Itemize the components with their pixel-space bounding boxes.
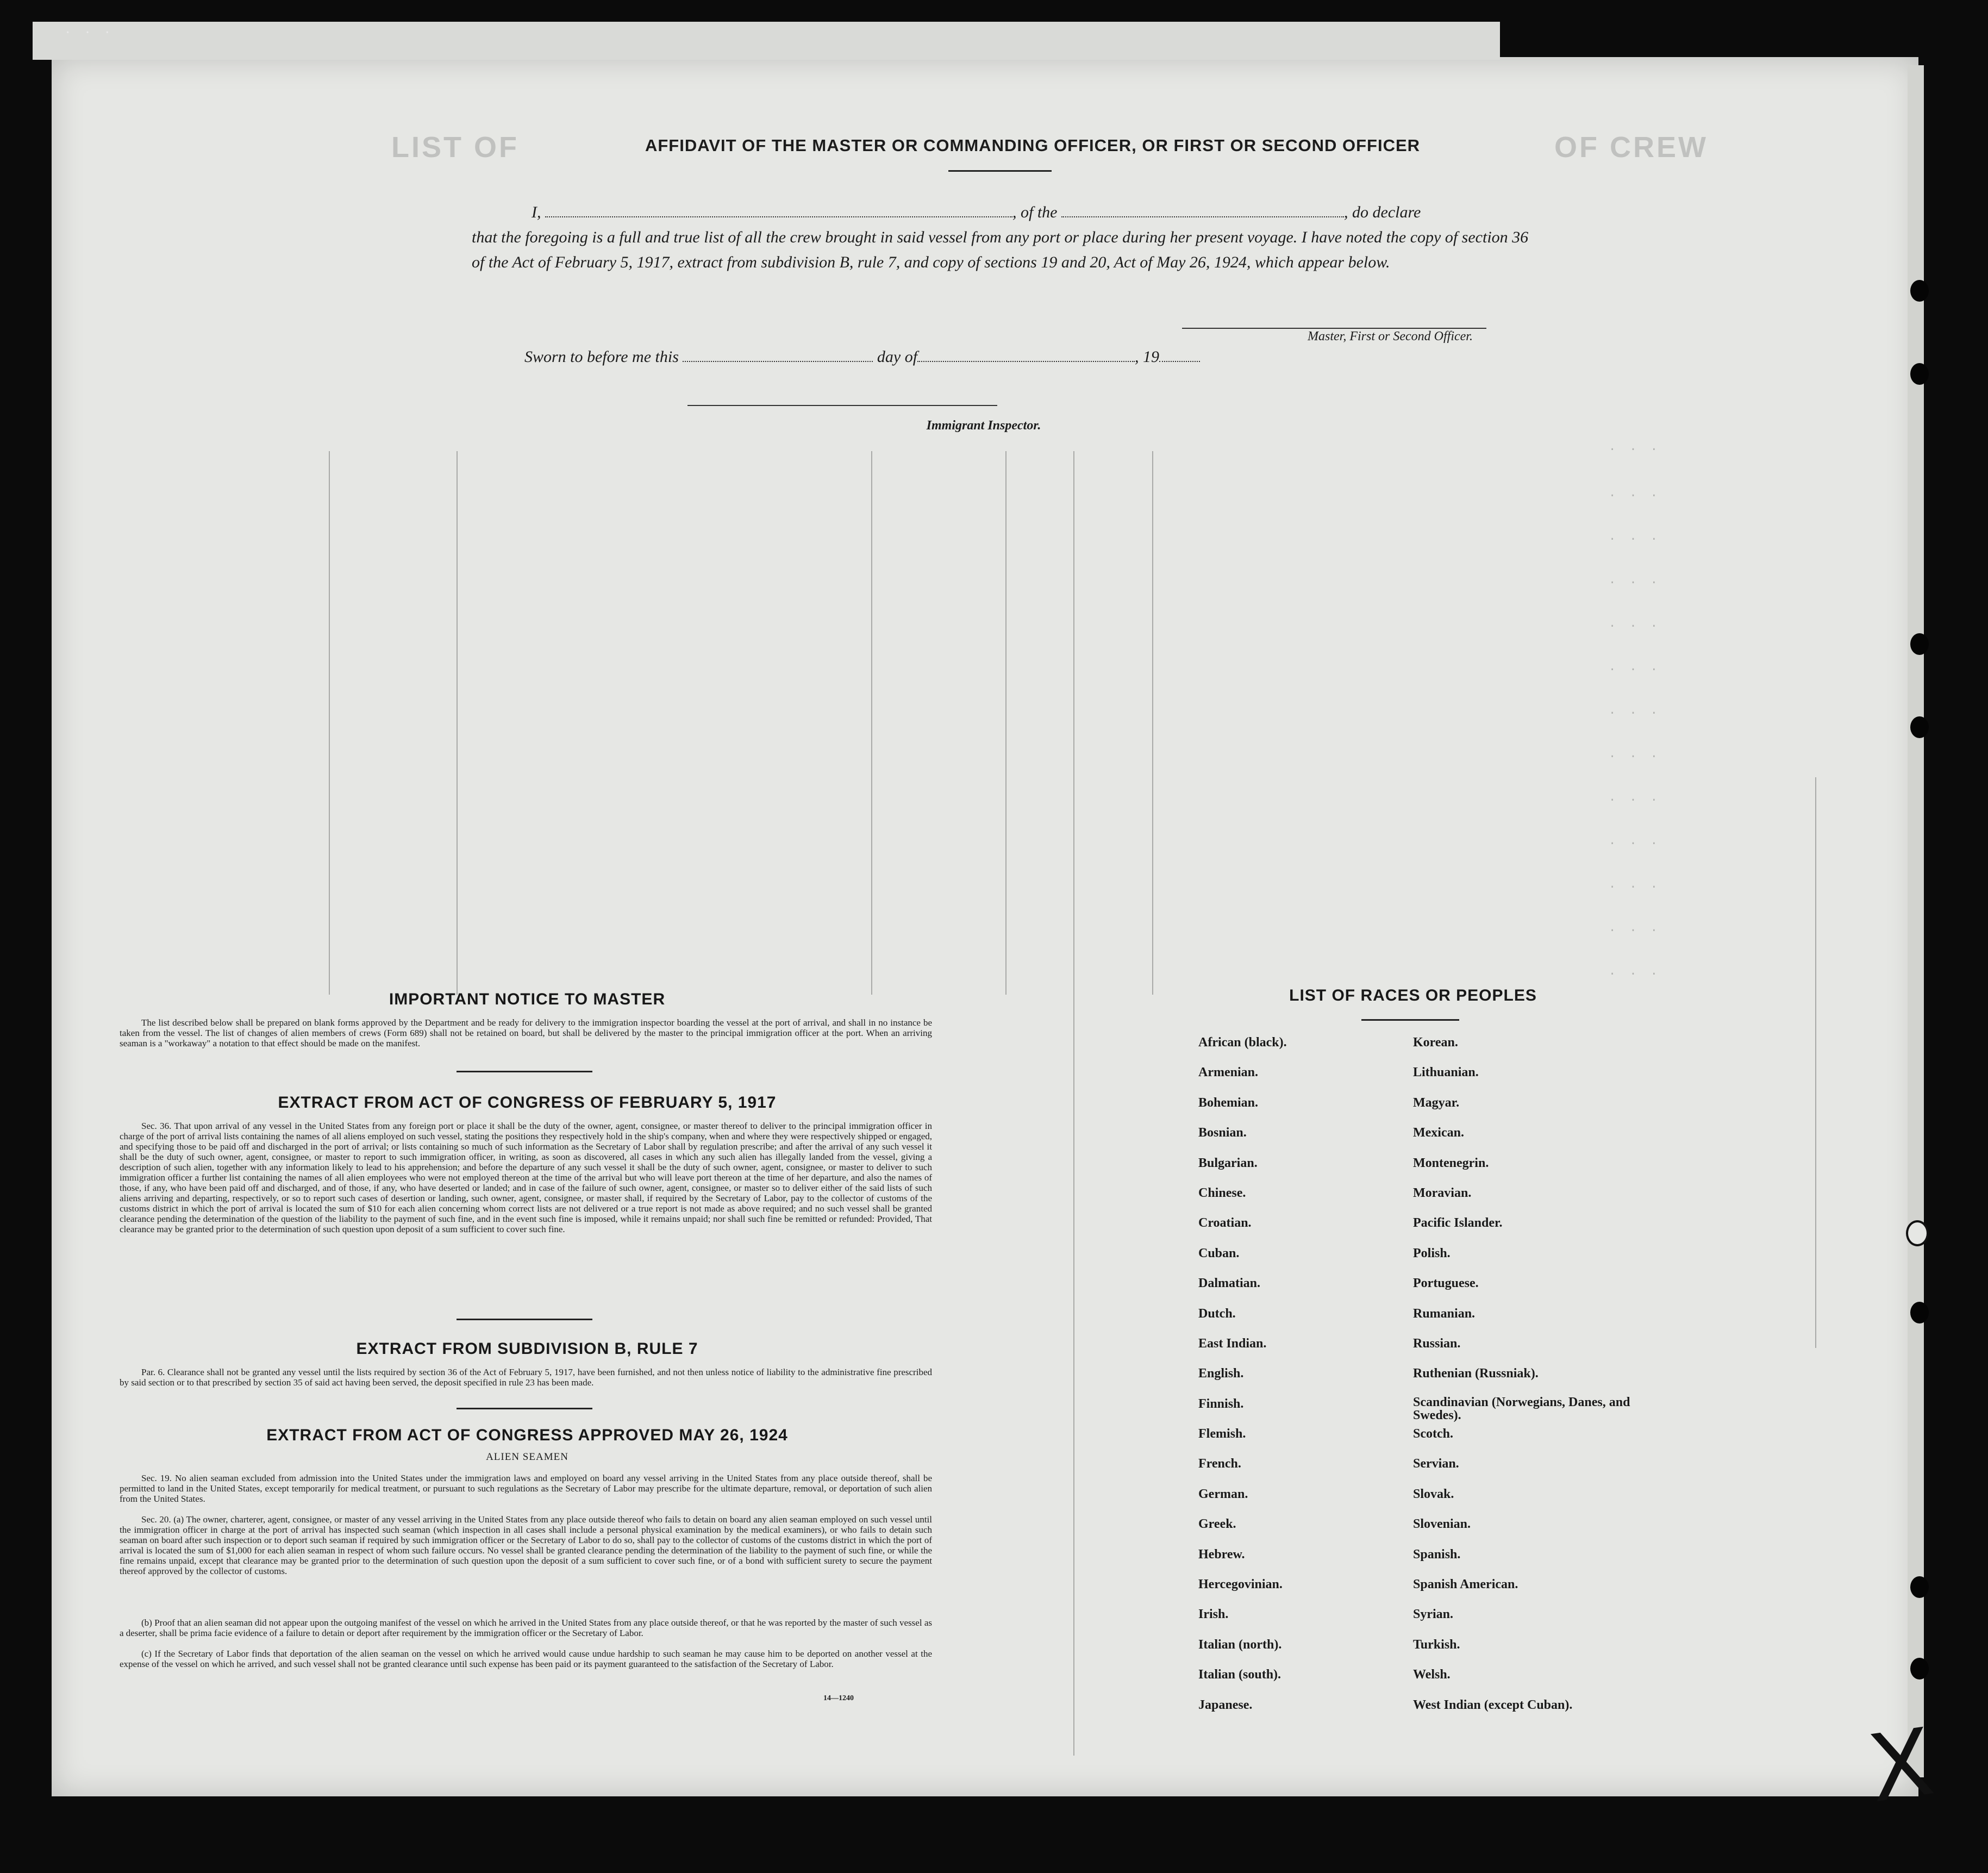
sworn-prefix: Sworn to before me this — [524, 348, 679, 366]
affidavit-statement: that the foregoing is a full and true list of all the crew brought in said vessel from any port or place during her present voyage. I have noted the copy of section 36 of the Act of February 5, 1917, extract from subdivision B, rule 7, and copy of sections 19 and 20, Act of May 26, 1924, which appear below. — [472, 228, 1529, 271]
race-item: Hebrew. — [1198, 1547, 1245, 1562]
race-item: Mexican. — [1413, 1126, 1464, 1140]
race-item: Montenegrin. — [1413, 1156, 1489, 1170]
race-item: West Indian (except Cuban). — [1413, 1697, 1573, 1712]
race-item: Japanese. — [1198, 1697, 1253, 1712]
race-item-line: Scandinavian (Norwegians, Danes, and Swedes). — [1413, 1395, 1630, 1422]
notice-text: The list described below shall be prepared on blank forms approved by the Department and be ready for delivery to the immigration inspector boarding the vessel at the port of arrival, and shall in no instance be taken from the vessel. The list of changes of alien members of crews (Form 689) shall not be retained on board, but shall be delivered by the master to the principal immigration officer at the port. When an arriving seaman is a "workaway" a notation to that effect should be made on the manifest. — [120, 1017, 932, 1048]
race-item: Slovak. — [1413, 1487, 1454, 1501]
race-item: Russian. — [1413, 1336, 1461, 1351]
race-item: Irish. — [1198, 1607, 1229, 1622]
race-item: Korean. — [1413, 1035, 1458, 1050]
extract-rule7-title: EXTRACT FROM SUBDIVISION B, RULE 7 — [356, 1340, 698, 1358]
punch-hole — [1910, 1658, 1929, 1680]
punch-hole — [1910, 1302, 1929, 1323]
race-item: Polish. — [1413, 1246, 1451, 1260]
race-item: Italian (south). — [1198, 1668, 1281, 1682]
race-item: Servian. — [1413, 1457, 1459, 1471]
sworn-month-field[interactable] — [917, 348, 1135, 362]
race-item: Scotch. — [1413, 1427, 1453, 1441]
extract-rule7-rule — [457, 1408, 592, 1409]
race-item: Ruthenian (Russniak). — [1413, 1366, 1539, 1381]
extract-rule7-text: Par. 6. Clearance shall not be granted any vessel until the lists required by section 36 of the Act of February 5, 1917, have been furnished, and not then unless notice of liability to the administrative fine prescribed by said section or to that prescribed by section 35 of said act having been served, the deposit specified in rule 23 has been made. — [120, 1367, 932, 1388]
sworn-day-of-label: day of — [877, 348, 918, 366]
punch-hole — [1910, 1576, 1929, 1598]
edge-specks: · · · — [65, 24, 115, 41]
handwritten-x-mark: X — [1862, 1708, 1940, 1824]
punch-hole — [1906, 1220, 1929, 1246]
race-item: Magyar. — [1413, 1095, 1460, 1110]
punch-hole — [1910, 363, 1929, 385]
alien-seamen-subtitle: ALIEN SEAMEN — [486, 1451, 568, 1463]
race-item: Bulgarian. — [1198, 1156, 1258, 1170]
sworn-day-field[interactable] — [683, 348, 873, 362]
signature-label: Master, First or Second Officer. — [1308, 329, 1473, 344]
race-item — [1413, 1396, 1633, 1426]
race-item: Moravian. — [1413, 1185, 1472, 1200]
sheet-right-edge — [1908, 65, 1924, 1777]
race-item: Armenian. — [1198, 1065, 1258, 1080]
race-item: Bosnian. — [1198, 1126, 1247, 1140]
affidavit-of-the-label: , of the — [1012, 203, 1058, 221]
race-item: Greek. — [1198, 1517, 1236, 1532]
race-item: Finnish. — [1198, 1396, 1244, 1411]
race-item: Lithuanian. — [1413, 1065, 1479, 1080]
race-item: Turkish. — [1413, 1637, 1460, 1652]
sec-20c-text: (c) If the Secretary of Labor finds that deportation of the alien seaman on the vessel on which he arrived would cause undue hardship to such seaman he may cause him to be deported on another vessel at the expense of the vessel on which he arrived, and such vessel shall not be granted clearance until such expense has been paid or its payment guaranteed to the satisfaction of the Secretary of Labor. — [120, 1649, 932, 1669]
race-item: Dalmatian. — [1198, 1276, 1260, 1291]
notice-title: IMPORTANT NOTICE TO MASTER — [389, 990, 666, 1008]
extract-1924-title: EXTRACT FROM ACT OF CONGRESS APPROVED MAY 26, 1924 — [266, 1426, 788, 1444]
race-item: Cuban. — [1198, 1246, 1240, 1260]
inspector-label: Immigrant Inspector. — [926, 419, 1041, 433]
extract-1917-rule — [457, 1319, 592, 1320]
race-item: Dutch. — [1198, 1306, 1236, 1321]
sec-20b-text: (b) Proof that an alien seaman did not appear upon the outgoing manifest of the vessel on which he arrived in the United States from any place outside thereof, or that he was reported by the master of such vessel as a deserter, shall be prima facie evidence of a failure to detain or deport after requirement by the immigration officer or the Secretary of Labor. — [120, 1618, 932, 1638]
sec-20a-text: Sec. 20. (a) The owner, charterer, agent, consignee, or master of any vessel arriving in the United States from any place outside thereof who fails to detain on board any alien seaman employed on such vessel until the immigration officer in charge at the port of arrival has inspected such seaman (which inspection in all cases shall include a personal physical examination by the medical examiners), or who fails to detain such seaman on board after such inspection or to deport such seaman if required by such immigration officer or the Secretary of Labor to do so, shall pay to the collector of customs of the customs district in which the port of arrival is located the sum of $1,000 for each alien seaman in respect of whom such failure occurs. No vessel shall be granted clearance pending the determination of the liability to the payment of such fine, or while the fine remains unpaid, except that clearance may be granted prior to the determination of such question upon the deposit of a sum sufficient to cover such fine, or of a bond with sufficient surety to secure the payment thereof approved by the collector of customs. — [120, 1514, 932, 1576]
master-name-field[interactable] — [545, 203, 1012, 217]
race-item: Spanish American. — [1413, 1577, 1518, 1592]
affidavit-title-rule — [948, 170, 1052, 172]
race-item: Slovenian. — [1413, 1517, 1471, 1532]
sheet-top-strip — [33, 22, 1500, 60]
races-list — [1198, 1034, 1633, 1727]
affidavit-body — [472, 200, 1537, 275]
notice-rule — [457, 1071, 592, 1072]
races-title-rule — [1361, 1019, 1459, 1021]
punch-hole — [1910, 633, 1929, 655]
race-item: Bohemian. — [1198, 1095, 1259, 1110]
race-item: Rumanian. — [1413, 1306, 1476, 1321]
race-item: Flemish. — [1198, 1427, 1246, 1441]
race-item: Portuguese. — [1413, 1276, 1479, 1291]
signature-line[interactable] — [1182, 328, 1486, 329]
affidavit-declare-label: , do declare — [1344, 203, 1421, 221]
sworn-year-label: , 19 — [1135, 348, 1160, 366]
race-item: English. — [1198, 1366, 1244, 1381]
affidavit-i-label: I, — [532, 203, 541, 221]
vessel-name-field[interactable] — [1061, 203, 1344, 217]
sec-19-text: Sec. 19. No alien seaman excluded from admission into the United States under the immigration laws and employed on board any vessel arriving in the United States from any place outside thereof, shall be permitted to land in the United States, except temporarily for medical treatment, or pursuant to such regulations as the Secretary of Labor may prescribe for the ultimate departure, removal, or deportation of such alien from the United States. — [120, 1473, 932, 1504]
inspector-signature-line[interactable] — [687, 405, 997, 406]
race-item: Hercegovinian. — [1198, 1577, 1283, 1592]
race-item: Pacific Islander. — [1413, 1216, 1503, 1231]
race-item: Croatian. — [1198, 1216, 1252, 1231]
race-item: African (black). — [1198, 1035, 1287, 1050]
race-item: Welsh. — [1413, 1668, 1451, 1682]
race-item: Chinese. — [1198, 1185, 1246, 1200]
punch-hole — [1910, 280, 1929, 302]
races-title: LIST OF RACES OR PEOPLES — [1289, 987, 1537, 1004]
race-item: Italian (north). — [1198, 1637, 1282, 1652]
sworn-year-field[interactable] — [1159, 348, 1200, 362]
form-number: 14—1240 — [823, 1694, 854, 1702]
race-item: French. — [1198, 1457, 1241, 1471]
race-item: East Indian. — [1198, 1336, 1267, 1351]
sworn-line — [524, 348, 1285, 366]
affidavit-title: AFFIDAVIT OF THE MASTER OR COMMANDING OFFICER, OR FIRST OR SECOND OFFICER — [645, 136, 1421, 155]
race-item: German. — [1198, 1487, 1248, 1501]
punch-hole — [1910, 716, 1929, 738]
affidavit-first-line — [472, 200, 1537, 225]
extract-1917-text: Sec. 36. That upon arrival of any vessel in the United States from any foreign port or place it shall be the duty of the owner, agent, consignee, or master thereof to deliver to the principal immigration officer in charge of the port of arrival lists containing the names of all aliens employed on such vessel, stating the positions they respectively hold in the ship's company, when and where they were respectively shipped or engaged, and specifying those to be paid off and discharged in the port of arrival; or lists containing so much of such information as the Secretary of Labor shall by regulation prescribe; and after the arrival of any such vessel it shall be the duty of such owner, agent, consignee, or master to report to such immigration officer, in writing, as soon as discovered, all cases in which any such alien has illegally landed from the vessel, giving a description of such alien, together with any information likely to lead to his apprehension; and before the departure of any such vessel it shall be the duty of such owner, agent, consignee, or master to deliver to such immigration officer a further list containing the names of all alien employees who were not employed thereon at the time of the arrival but who will leave port thereon at the time of her departure, and also the names of those, if any, who have been paid off and discharged, and of those, if any, who have deserted or landed; and in case of the failure of such owner, agent, consignee, or master so to deliver either of the said lists of such aliens arriving and departing, respectively, or so to report such cases of desertion or landing, such owner, agent, consignee, or master shall, if required by the Secretary of Labor, pay to the collector of customs of the customs district in which the port of arrival is located the sum of $10 for each alien concerning whom correct lists are not delivered or a true report is not made as above required; and no such vessel shall be granted clearance pending the determination of the question of the liability to the payment of such fine, and in the event such fine is imposed, while it remains unpaid; nor shall such fine be remitted or refunded: Provided, That clearance may be granted prior to the determination of such question upon deposit of a sum sufficient to cover such fine. — [120, 1121, 932, 1234]
extract-1917-title: EXTRACT FROM ACT OF CONGRESS OF FEBRUARY 5, 1917 — [278, 1094, 777, 1112]
race-item: Syrian. — [1413, 1607, 1454, 1622]
race-item: Spanish. — [1413, 1547, 1461, 1562]
